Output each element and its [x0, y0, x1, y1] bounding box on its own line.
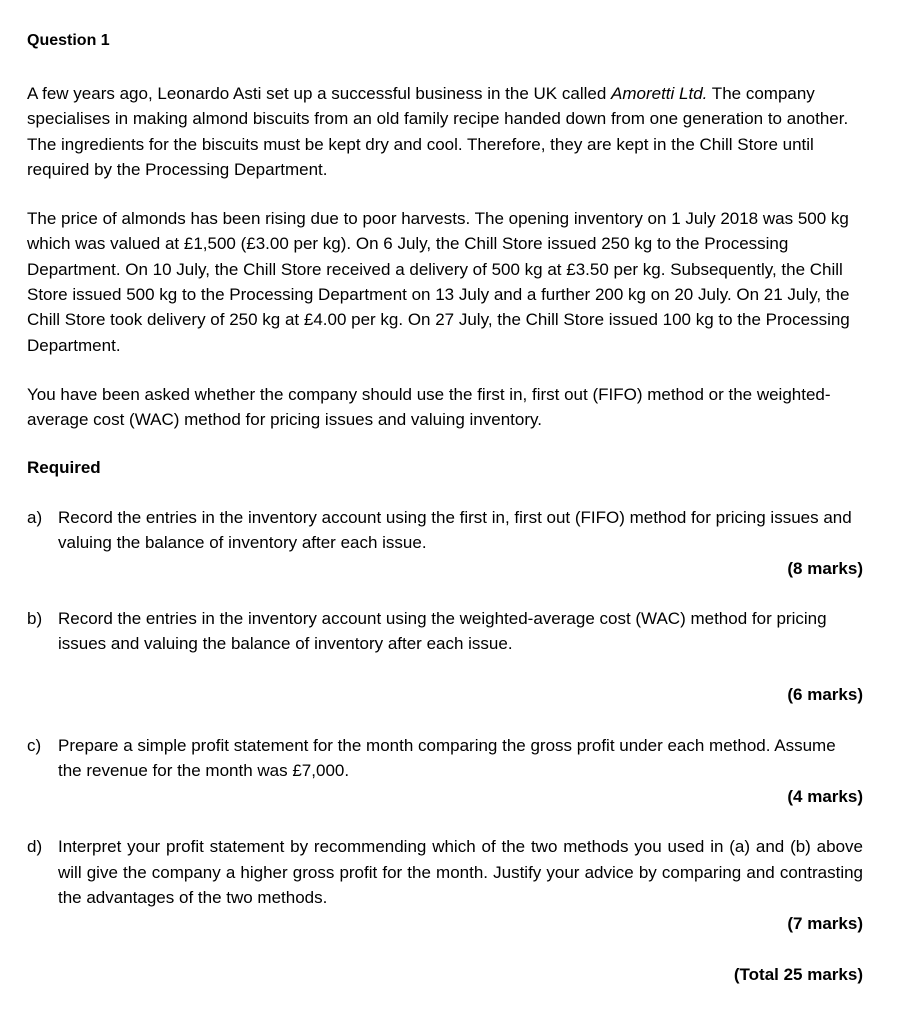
part-d-letter: d)	[27, 837, 43, 857]
part-d-marks: (7 marks)	[787, 914, 863, 934]
intro-paragraph-2: The price of almonds has been rising due to poor harvests. The opening inventory on 1 July 2018 was 500 kg which was valued at £1,500 (£3.00 per kg). On 6 July, the Chill Store issued 250 kg to the Processing Department. On 10 July, the Chill Store received a delivery of 500 kg at £3.50 per kg. Subsequently, the Chill Store issued 500 kg to the Processing Department on 13 July and a further 200 kg on 20 July. On 21 July, the Chill Store took delivery of 250 kg at £4.00 per kg. On 27 July, the Chill Store issued 100 kg to the Processing Department.	[27, 209, 850, 355]
part-a-marks: (8 marks)	[787, 559, 863, 579]
part-a	[27, 505, 863, 556]
part-b-marks: (6 marks)	[787, 684, 863, 704]
part-c	[27, 733, 863, 784]
part-c-text: Prepare a simple profit statement for the month comparing the gross profit under each method. Assume the revenue for the month was £7,000.	[58, 735, 836, 781]
part-a-text: Record the entries in the inventory account using the first in, first out (FIFO) method for pricing issues and valuing the balance of inventory after each issue.	[58, 507, 852, 552]
part-d-text: Interpret your profit statement by recommending which of the two methods you used in (a) and (b) above will give the company a higher gross profit for the month. Justify your advice by comparing and contrasting the advantages of the two methods.	[58, 837, 863, 907]
intro-text-start: A few years ago, Leonardo Asti set up a successful business in the UK called	[27, 84, 612, 103]
part-b	[27, 606, 863, 657]
part-c-marks: (4 marks)	[787, 787, 863, 807]
total-marks: (Total 25 marks)	[733, 965, 863, 985]
company-name: Amoretti Ltd.	[611, 84, 708, 103]
part-b-text: Record the entries in the inventory account using the weighted-average cost (WAC) method for pricing issues and valuing the balance of inventory after each issue.	[58, 609, 827, 654]
intro-text-end: The company specialises in making almond biscuits from an old family recipe handed down from one generation to another. The ingredients for the biscuits must be kept dry and cool. Therefore, they are kept in the Chill Store until required by the Processing Department.	[27, 84, 849, 179]
part-d	[27, 834, 863, 910]
part-c-letter: c)	[27, 735, 42, 755]
intro-paragraph-3: You have been asked whether the company should use the first in, first out (FIFO) method or the weighted-average cost (WAC) method for pricing issues and valuing inventory.	[27, 384, 831, 430]
part-a-letter: a)	[27, 507, 43, 527]
intro-paragraph-1	[27, 81, 863, 182]
question-title: Question 1	[27, 32, 110, 49]
required-heading: Required	[27, 457, 101, 477]
document-page	[27, 30, 863, 986]
part-b-letter: b)	[27, 609, 43, 629]
